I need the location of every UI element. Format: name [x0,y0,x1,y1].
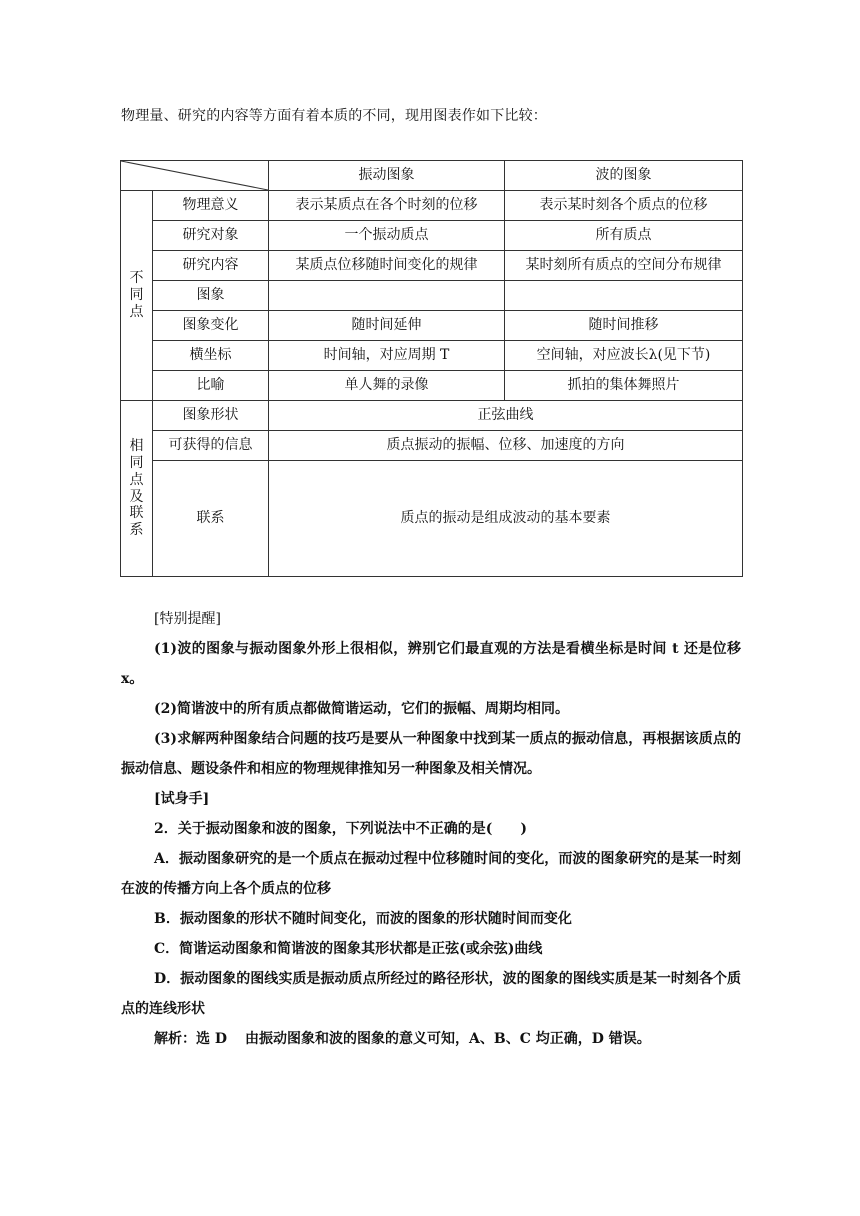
table-row [121,461,743,577]
merged-cell: 正弦曲线 [269,401,743,431]
header-vibration: 振动图象 [269,161,505,191]
option-c: C．简谐运动图象和简谐波的图象其形状都是正弦(或余弦)曲线 [154,941,543,957]
diagonal-line [121,161,268,190]
group-char: 不 [129,270,144,287]
table-row [121,401,743,431]
group-char: 同 [129,287,144,304]
vibration-cell: 时间轴，对应周期 T [269,341,505,371]
table-header-row [121,161,743,191]
row-label: 比喻 [153,371,269,401]
table-row [121,431,743,461]
row-label: 横坐标 [153,341,269,371]
wave-cell: 某时刻所有质点的空间分布规律 [505,251,743,281]
row-label: 物理意义 [153,191,269,221]
vibration-cell: 单人舞的录像 [269,371,505,401]
table-row [121,281,743,311]
row-label: 图象 [153,281,269,311]
option-a: A．振动图象研究的是一个质点在振动过程中位移随时间的变化，而波的图象研究的是某一时刻在波的传播方向上各个质点的位移 [121,851,741,897]
row-label: 图象变化 [153,311,269,341]
wave-cell: 表示某时刻各个质点的位移 [505,191,743,221]
table-row [121,251,743,281]
table-row [121,311,743,341]
table-row [121,221,743,251]
wave-cell: 所有质点 [505,221,743,251]
merged-cell: 质点的振动是组成波动的基本要素 [269,461,743,577]
wave-cell: 空间轴，对应波长λ(见下节) [505,341,743,371]
row-label: 联系 [153,461,269,577]
option-b: B．振动图象的形状不随时间变化，而波的图象的形状随时间而变化 [154,911,572,927]
practice-question: 2．关于振动图象和波的图象，下列说法中不正确的是( ) [154,821,527,837]
row-label: 研究内容 [153,251,269,281]
merged-cell: 质点振动的振幅、位移、加速度的方向 [269,431,743,461]
row-label: 研究对象 [153,221,269,251]
group-char: 相 [129,438,144,455]
diagonal-header-cell [121,161,269,191]
analysis-paragraph [121,1024,741,1054]
group-label-differences [121,191,153,401]
analysis-label: 解析：选 D [154,1031,228,1047]
group-label-similarities [121,401,153,577]
vibration-cell [269,281,505,311]
analysis-text: 由振动图象和波的图象的意义可知，A、B、C 均正确，D 错误。 [245,1031,651,1047]
tip-paragraph-1: (1)波的图象与振动图象外形上很相似，辨别它们最直观的方法是看横坐标是时间 t 还是位移 x。 [121,641,741,687]
group-char: 点 [129,303,144,320]
wave-cell [505,281,743,311]
group-char: 同 [129,454,144,471]
group-char: 联 [129,505,144,522]
option-d: D．振动图象的图线实质是振动质点所经过的路径形状，波的图象的图线实质是某一时刻各个质点的连线形状 [121,971,741,1017]
notes-section [121,604,741,1054]
intro-text: 物理量、研究的内容等方面有着本质的不同，现用图表作如下比较： [121,108,547,124]
table-row [121,191,743,221]
table-row [121,341,743,371]
tip-title: [特别提醒] [154,611,221,627]
row-label: 图象形状 [153,401,269,431]
header-wave: 波的图象 [505,161,743,191]
group-char: 点 [129,471,144,488]
vibration-cell: 一个振动质点 [269,221,505,251]
practice-title: [试身手] [154,791,210,807]
vibration-cell: 表示某质点在各个时刻的位移 [269,191,505,221]
wave-cell: 抓拍的集体舞照片 [505,371,743,401]
row-label: 可获得的信息 [153,431,269,461]
vibration-cell: 随时间延伸 [269,311,505,341]
group-char: 系 [129,522,144,539]
comparison-table [120,160,743,577]
group-char: 及 [129,488,144,505]
vibration-cell: 某质点位移随时间变化的规律 [269,251,505,281]
table-row [121,371,743,401]
tip-paragraph-3: (3)求解两种图象结合问题的技巧是要从一种图象中找到某一质点的振动信息，再根据该质点的振动信息、题设条件和相应的物理规律推知另一种图象及相关情况。 [121,731,741,777]
wave-cell: 随时间推移 [505,311,743,341]
tip-paragraph-2: (2)简谐波中的所有质点都做简谐运动，它们的振幅、周期均相同。 [154,701,569,717]
